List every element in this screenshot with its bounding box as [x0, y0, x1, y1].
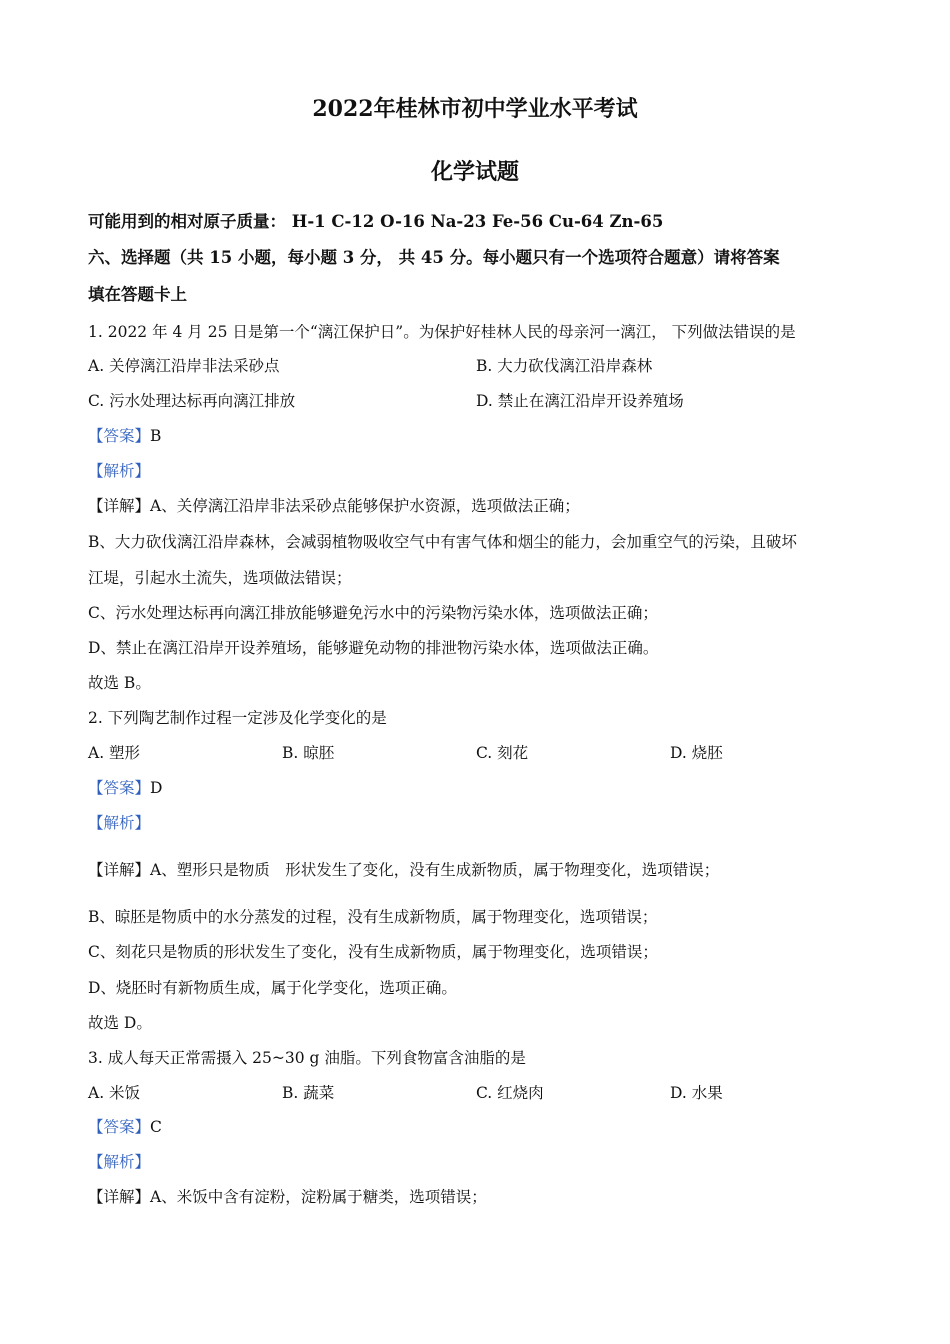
q3-detail-line	[88, 1187, 487, 1207]
answer-tag: 【答案】	[88, 1118, 151, 1136]
q2-option-a: A. 塑形	[88, 744, 141, 762]
q1-detail-line: B、大力砍伐漓江沿岸森林，会减弱植物吸收空气中有害气体和烟尘的能力，会加重空气的污染，且破坏	[88, 533, 797, 551]
detail-tag: 【详解】	[88, 861, 151, 879]
q1-detail-line: 江堤，引起水土流失，选项做法错误；	[88, 569, 352, 587]
exam-subtitle: 化学试题	[430, 159, 519, 185]
section-heading-line2: 填在答题卡上	[88, 285, 187, 304]
q2-conclusion: 故选 D。	[88, 1014, 152, 1032]
q2-detail-line: D、烧胚时有新物质生成，属于化学变化，选项正确。	[88, 979, 457, 997]
q1-analysis-tag: 【解析】	[88, 462, 151, 480]
q1-option-a: A. 关停漓江沿岸非法采砂点	[88, 357, 280, 375]
exam-title: 2022年桂林市初中学业水平考试	[312, 96, 638, 122]
q2-detail-line: B、晾胚是物质中的水分蒸发的过程，没有生成新物质，属于物理变化，选项错误；	[88, 908, 658, 926]
q2-answer	[88, 778, 162, 798]
q1-detail-line: C、污水处理达标再向漓江排放能够避免污水中的污染物污染水体，选项做法正确；	[88, 604, 658, 622]
q3-stem: 3. 成人每天正常需摄入 25~30 g 油脂。下列食物富含油脂的是	[88, 1049, 526, 1067]
section-heading-line1: 六、选择题（共 15 小题，每小题 3 分， 共 45 分。每小题只有一个选项符合题意）请将答案	[88, 248, 780, 267]
q3-analysis-tag: 【解析】	[88, 1153, 151, 1171]
q2-stem: 2. 下列陶艺制作过程一定涉及化学变化的是	[88, 709, 387, 727]
q3-option-d: D. 水果	[670, 1084, 723, 1102]
q1-conclusion: 故选 B。	[88, 674, 151, 692]
detail-tag: 【详解】	[88, 497, 151, 515]
atomic-masses: 可能用到的相对原子质量： H-1 C-12 O-16 Na-23 Fe-56 Cu-64 Zn-65	[88, 212, 664, 231]
q1-option-d: D. 禁止在漓江沿岸开设养殖场	[476, 392, 684, 410]
detail-text: A、关停漓江沿岸非法采砂点能够保护水资源，选项做法正确；	[150, 497, 580, 515]
answer-tag: 【答案】	[88, 779, 151, 797]
answer-value: D	[150, 779, 163, 797]
q1-option-b: B. 大力砍伐漓江沿岸森林	[476, 357, 653, 375]
answer-value: B	[150, 427, 162, 445]
q1-detail-line: D、禁止在漓江沿岸开设养殖场，能够避免动物的排泄物污染水体，选项做法正确。	[88, 639, 659, 657]
answer-tag: 【答案】	[88, 427, 151, 445]
q2-option-d: D. 烧胚	[670, 744, 723, 762]
q1-stem: 1. 2022 年 4 月 25 日是第一个“漓江保护日”。为保护好桂林人民的母亲河一漓江， 下列做法错误的是	[88, 323, 796, 341]
q2-option-b: B. 晾胚	[282, 744, 335, 762]
q2-option-c: C. 刻花	[476, 744, 529, 762]
q1-answer	[88, 426, 161, 446]
q1-option-c: C. 污水处理达标再向漓江排放	[88, 392, 296, 410]
answer-value: C	[150, 1118, 162, 1136]
q3-option-b: B. 蔬菜	[282, 1084, 335, 1102]
q2-analysis-tag: 【解析】	[88, 814, 151, 832]
q1-detail-line	[88, 496, 580, 516]
detail-text: A、米饭中含有淀粉，淀粉属于糖类，选项错误；	[150, 1188, 487, 1206]
q3-option-c: C. 红烧肉	[476, 1084, 544, 1102]
q3-answer	[88, 1117, 162, 1137]
detail-tag: 【详解】	[88, 1188, 151, 1206]
q2-detail-line: C、刻花只是物质的形状发生了变化，没有生成新物质，属于物理变化，选项错误；	[88, 943, 658, 961]
q3-option-a: A. 米饭	[88, 1084, 141, 1102]
detail-text: A、塑形只是物质 形状发生了变化，没有生成新物质，属于物理变化，选项错误；	[150, 861, 720, 879]
q2-detail-line	[88, 860, 719, 880]
